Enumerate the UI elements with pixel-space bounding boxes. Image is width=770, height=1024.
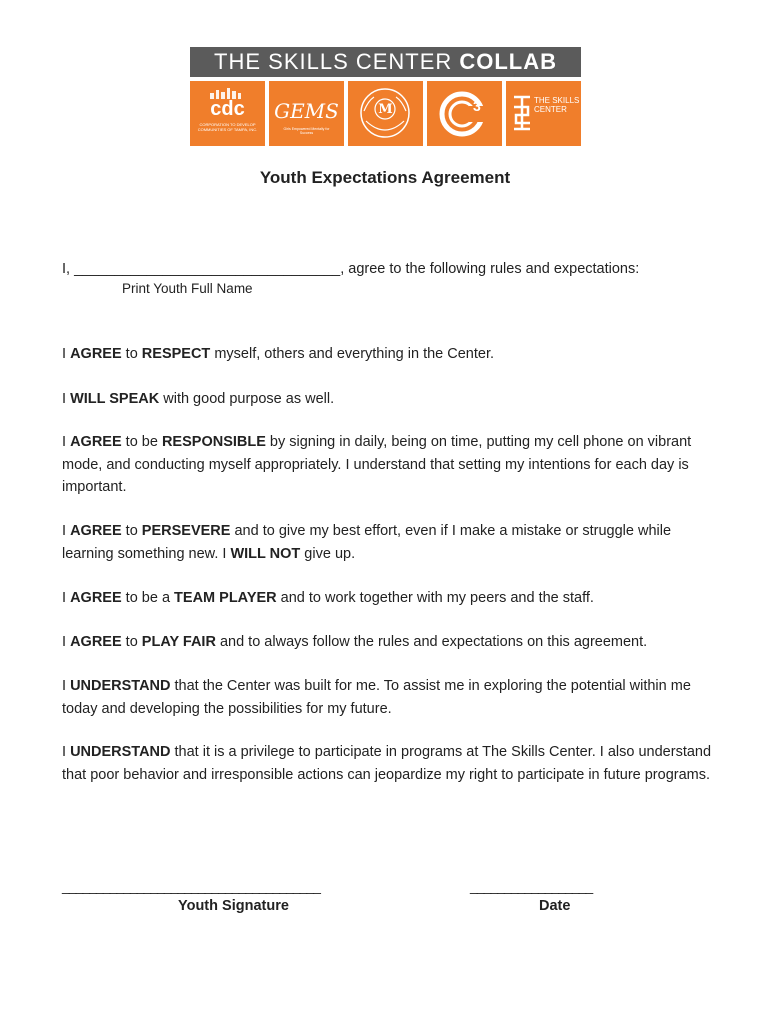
cdc-logo-text: cdc xyxy=(210,98,245,120)
skills-center-logo-icon xyxy=(506,81,581,146)
intro-suffix: , agree to the following rules and expectations: xyxy=(340,261,640,277)
text: I xyxy=(62,678,71,694)
page-title: Youth Expectations Agreement xyxy=(259,168,511,187)
agreement-team-player xyxy=(62,587,722,610)
cdc-logo-subtext: CORPORATION TO DEVELOP COMMUNITIES OF TAMPA, INC. xyxy=(197,122,258,132)
svg-text:3: 3 xyxy=(473,98,481,114)
keyword: WILL SPEAK xyxy=(70,391,160,407)
agreement-speak xyxy=(62,388,722,411)
keyword: AGREE xyxy=(70,590,122,606)
text: to xyxy=(121,523,142,539)
date-line[interactable]: __________________ xyxy=(470,878,593,894)
collab-banner xyxy=(190,47,581,77)
keyword: AGREE xyxy=(70,634,122,650)
understand-center xyxy=(62,675,722,720)
keyword: AGREE xyxy=(70,346,122,362)
gems-logo-subtext: Girls Empowered Mentally for Success xyxy=(283,127,330,135)
understand-privilege xyxy=(62,741,722,786)
m-logo-text: M xyxy=(378,102,393,117)
keyword: RESPECT xyxy=(141,346,211,362)
text: I xyxy=(62,346,71,362)
text: to be a xyxy=(121,590,175,606)
keyword: UNDERSTAND xyxy=(70,678,171,694)
keyword: WILL NOT xyxy=(230,545,301,562)
skills-center-logo-text: THE SKILLS CENTER xyxy=(534,96,580,114)
date-label: Date xyxy=(539,898,571,914)
banner-prefix: THE SKILLS CENTER xyxy=(214,49,453,74)
youth-signature-label: Youth Signature xyxy=(178,898,289,914)
text: with good purpose as well. xyxy=(159,391,335,407)
text: by signing in daily, being on time, putting my cell phone on vibrant mode, and conducting myself appropriately. I understand that setting my intentions for each day is important. xyxy=(62,434,692,495)
banner-bold: COLLAB xyxy=(459,49,557,74)
gems-logo-icon xyxy=(269,81,344,146)
cdc-logo-icon xyxy=(190,81,265,146)
text: I xyxy=(62,744,71,760)
keyword: PERSEVERE xyxy=(141,523,231,539)
text: to xyxy=(121,634,142,650)
text: and to always follow the rules and expectations on this agreement. xyxy=(215,634,648,650)
agreement-respect xyxy=(62,343,722,366)
partner-logos xyxy=(190,81,581,146)
keyword: PLAY FAIR xyxy=(141,634,216,650)
keyword: RESPONSIBLE xyxy=(161,434,266,450)
gems-logo-text: GEMS xyxy=(274,99,339,123)
youth-name-blank[interactable]: _________________________________ xyxy=(74,261,341,277)
text: to be xyxy=(121,434,162,450)
youth-name-field-label: Print Youth Full Name xyxy=(122,281,253,296)
youth-signature-line[interactable]: ______________________________________ xyxy=(62,878,320,894)
m-emblem-logo-icon xyxy=(348,81,423,146)
keyword: AGREE xyxy=(70,523,122,539)
text: to xyxy=(121,346,142,362)
keyword: AGREE xyxy=(70,434,122,450)
intro-prefix: I, xyxy=(62,261,75,277)
text: I xyxy=(62,391,71,407)
agreement-responsible xyxy=(62,431,722,499)
c3-logo-icon xyxy=(427,81,502,146)
agreement-persevere xyxy=(62,520,722,565)
text: and to give my best effort, even if I make a mistake or struggle while learning something new. I xyxy=(62,523,672,562)
text: that the Center was built for me. To assist me in exploring the potential within me today and developing the possibilities for my future. xyxy=(62,678,691,717)
agreement-play-fair xyxy=(62,631,752,654)
text: I xyxy=(62,523,71,539)
text: that it is a privilege to participate in programs at The Skills Center. I also understand that poor behavior and irresponsible actions can jeopardize my right to participate in future programs. xyxy=(62,744,712,783)
text: I xyxy=(62,434,71,450)
text: I xyxy=(62,590,71,606)
text: I xyxy=(62,634,71,650)
text: and to work together with my peers and the staff. xyxy=(276,590,594,606)
text: myself, others and everything in the Center. xyxy=(210,346,495,362)
keyword: UNDERSTAND xyxy=(70,744,171,760)
text: give up. xyxy=(300,545,356,562)
intro-line xyxy=(62,258,752,281)
keyword: TEAM PLAYER xyxy=(174,590,277,606)
